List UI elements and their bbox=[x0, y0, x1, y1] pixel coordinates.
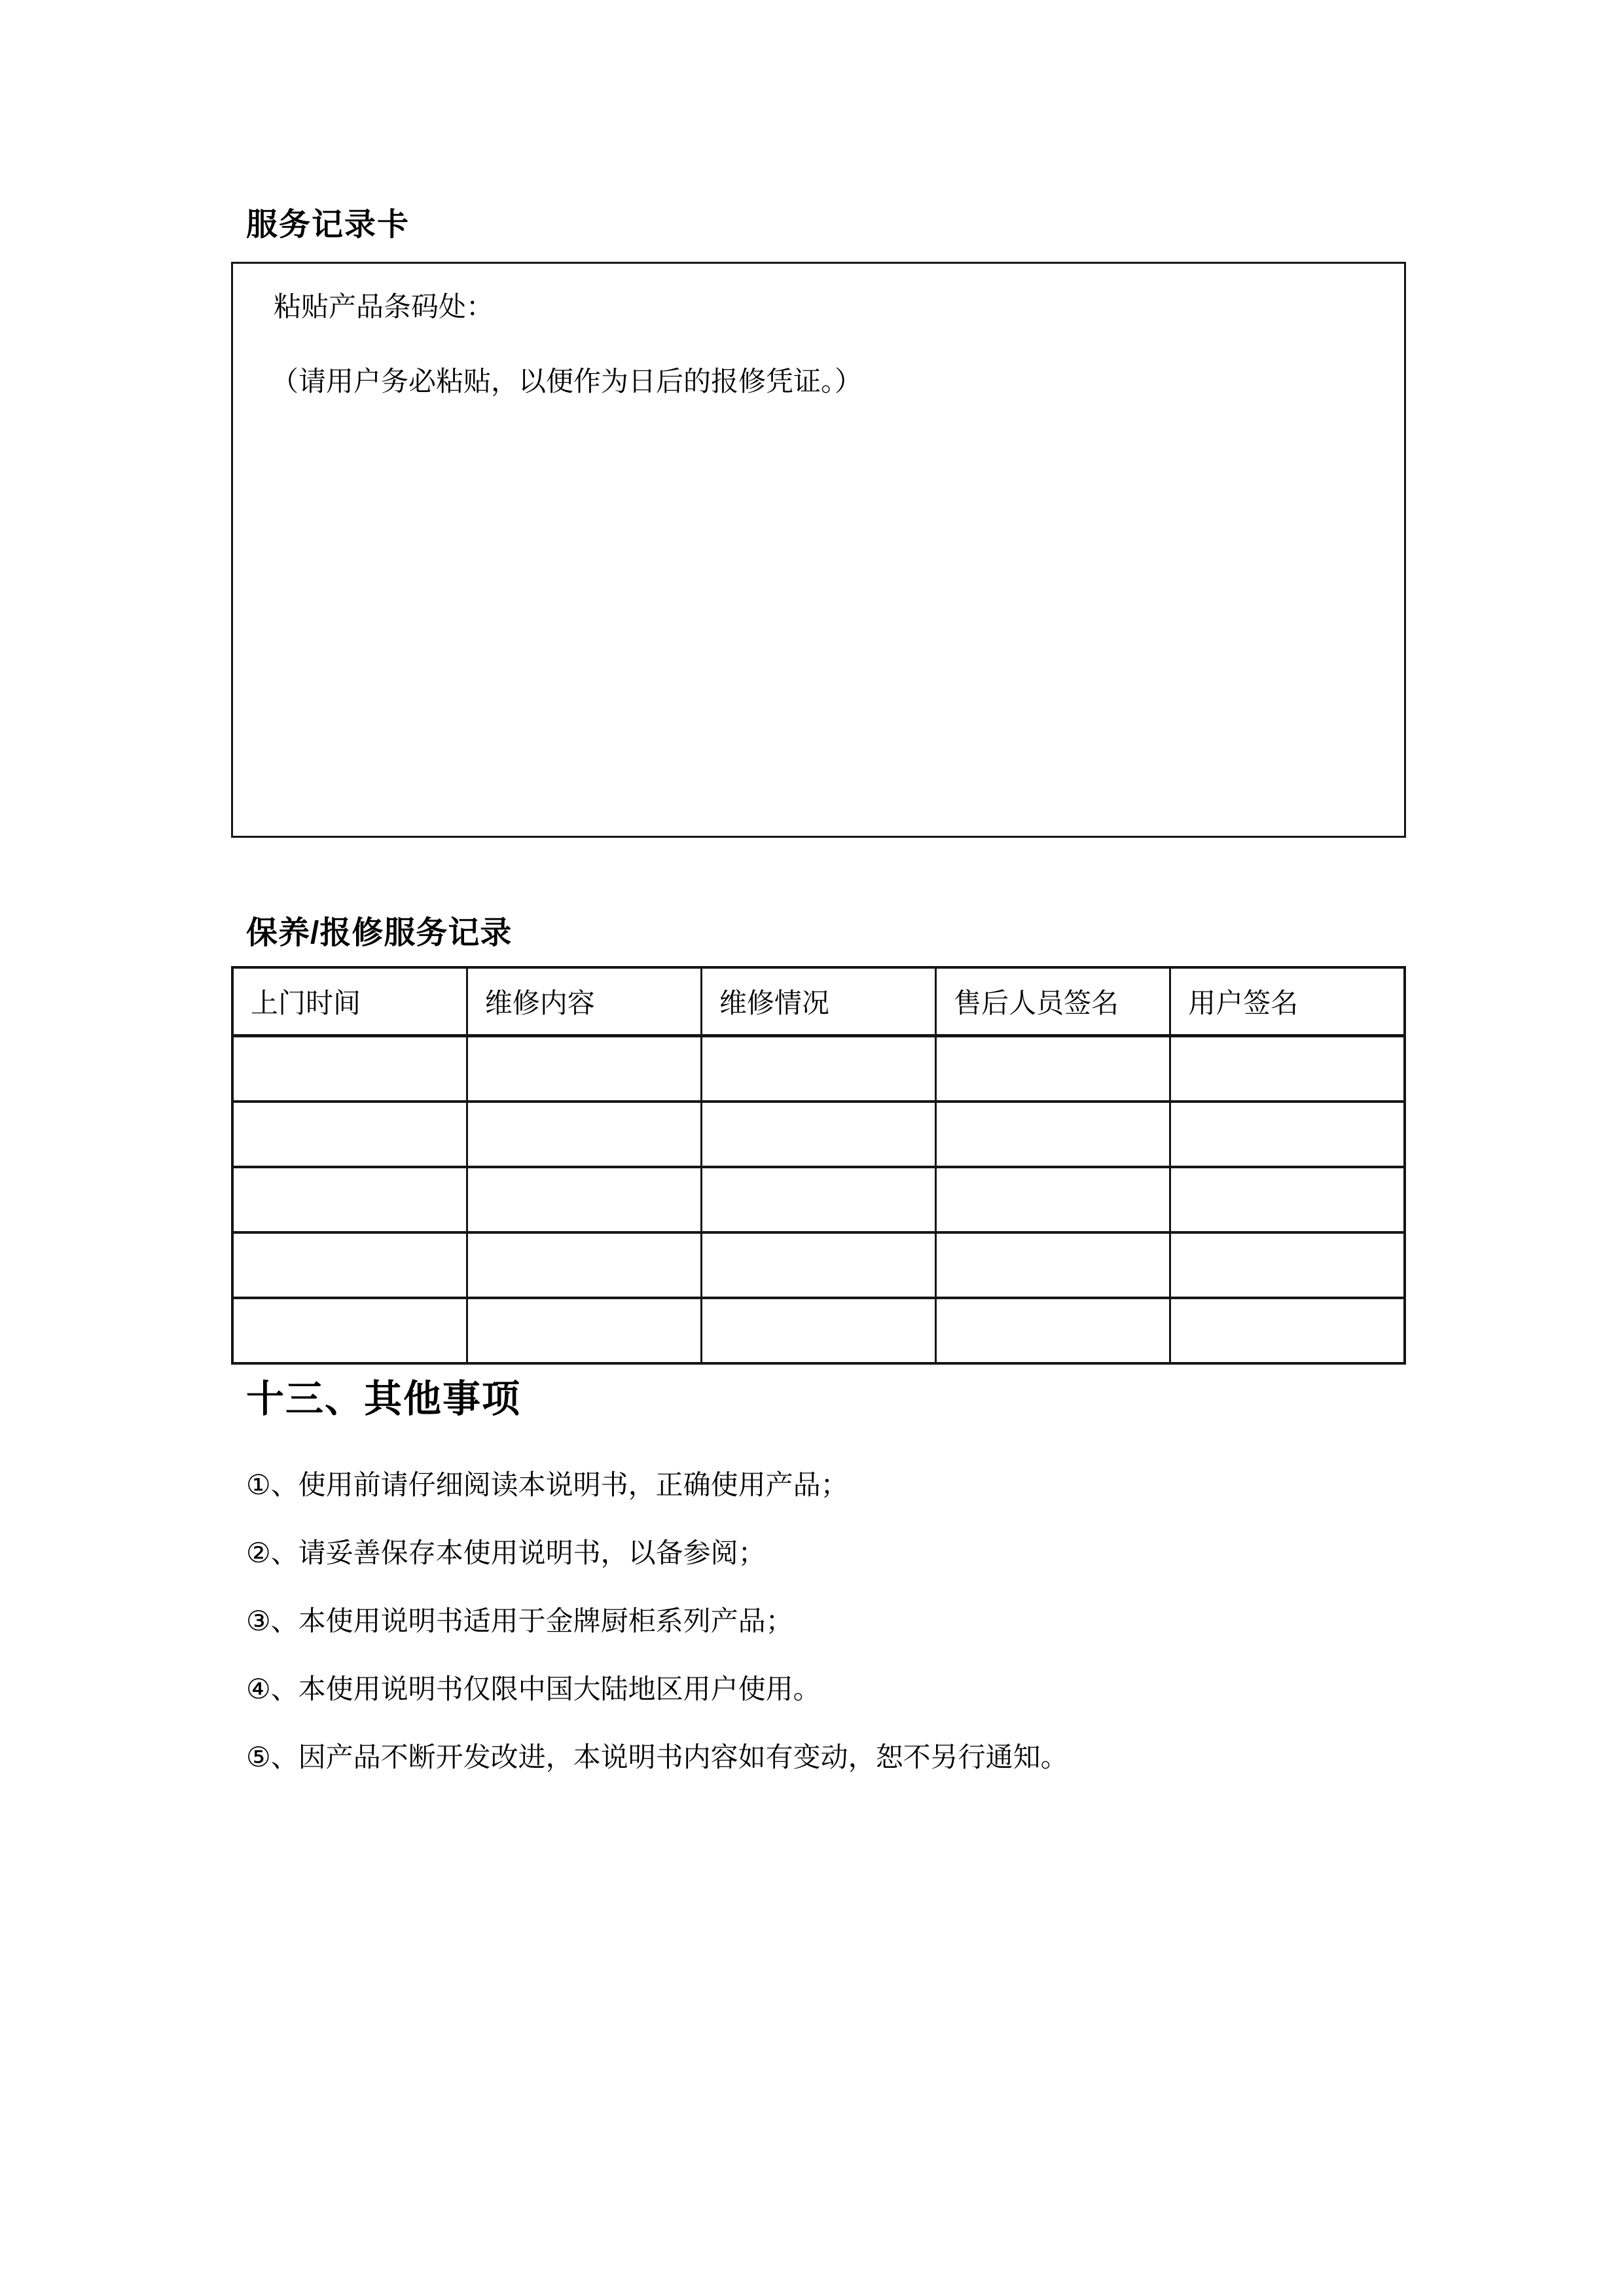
maintenance-record-title: 保养/报修服务记录 bbox=[246, 916, 513, 950]
service-card-title: 服务记录卡 bbox=[246, 207, 410, 242]
table-cell-empty bbox=[701, 1036, 935, 1102]
table-cell-empty bbox=[1170, 1232, 1405, 1298]
table-cell-empty bbox=[467, 1036, 701, 1102]
column-header-repair-content: 维修内容 bbox=[467, 967, 701, 1036]
table-cell-empty bbox=[701, 1102, 935, 1167]
table-cell-empty bbox=[467, 1167, 701, 1232]
table-cell-empty bbox=[936, 1167, 1170, 1232]
table-row bbox=[232, 1298, 1405, 1363]
other-matters-item-1: ①、使用前请仔细阅读本说明书，正确使用产品； bbox=[246, 1469, 848, 1500]
table-row bbox=[232, 1167, 1405, 1232]
table-cell-empty bbox=[936, 1232, 1170, 1298]
table-cell-empty bbox=[232, 1036, 467, 1102]
column-header-visit-time: 上门时间 bbox=[232, 967, 467, 1036]
column-header-user-signature: 用户签名 bbox=[1170, 967, 1405, 1036]
table-cell-empty bbox=[1170, 1102, 1405, 1167]
table-cell-empty bbox=[936, 1298, 1170, 1363]
table-cell-empty bbox=[936, 1102, 1170, 1167]
other-matters-item-4: ④、本使用说明书仅限中国大陆地区用户使用。 bbox=[246, 1674, 821, 1704]
table-row bbox=[232, 1232, 1405, 1298]
table-cell-empty bbox=[1170, 1167, 1405, 1232]
table-cell-empty bbox=[232, 1102, 467, 1167]
service-record-table bbox=[231, 966, 1406, 1365]
table-row bbox=[232, 1102, 1405, 1167]
table-cell-empty bbox=[467, 1298, 701, 1363]
table-cell-empty bbox=[232, 1167, 467, 1232]
table-cell-empty bbox=[1170, 1036, 1405, 1102]
table-body bbox=[232, 1036, 1405, 1364]
table-header-row bbox=[232, 967, 1405, 1036]
other-matters-item-2: ②、请妥善保存本使用说明书，以备参阅； bbox=[246, 1537, 766, 1568]
page-content bbox=[231, 0, 1406, 1773]
other-matters-title: 十三、其他事项 bbox=[246, 1378, 522, 1420]
column-header-repair-status: 维修情况 bbox=[701, 967, 935, 1036]
table-cell-empty bbox=[1170, 1298, 1405, 1363]
table-cell-empty bbox=[701, 1298, 935, 1363]
barcode-box-label: 粘贴产品条码处： bbox=[274, 291, 494, 322]
table-cell-empty bbox=[467, 1232, 701, 1298]
column-header-aftersales-signature: 售后人员签名 bbox=[936, 967, 1170, 1036]
table-cell-empty bbox=[701, 1167, 935, 1232]
table-row bbox=[232, 1036, 1405, 1102]
other-matters-item-3: ③、本使用说明书适用于金牌厨柜系列产品； bbox=[246, 1605, 793, 1636]
table-cell-empty bbox=[232, 1298, 467, 1363]
barcode-box-note: （请用户务必粘贴，以便作为日后的报修凭证。） bbox=[271, 366, 863, 397]
other-matters-item-5: ⑤、因产品不断开发改进，本说明书内容如有变动，恕不另行通知。 bbox=[246, 1742, 1068, 1772]
table-cell-empty bbox=[467, 1102, 701, 1167]
table-cell-empty bbox=[701, 1232, 935, 1298]
other-matters-list bbox=[231, 1469, 1406, 1773]
table-cell-empty bbox=[232, 1232, 467, 1298]
table-cell-empty bbox=[936, 1036, 1170, 1102]
barcode-sticker-box bbox=[231, 262, 1406, 838]
